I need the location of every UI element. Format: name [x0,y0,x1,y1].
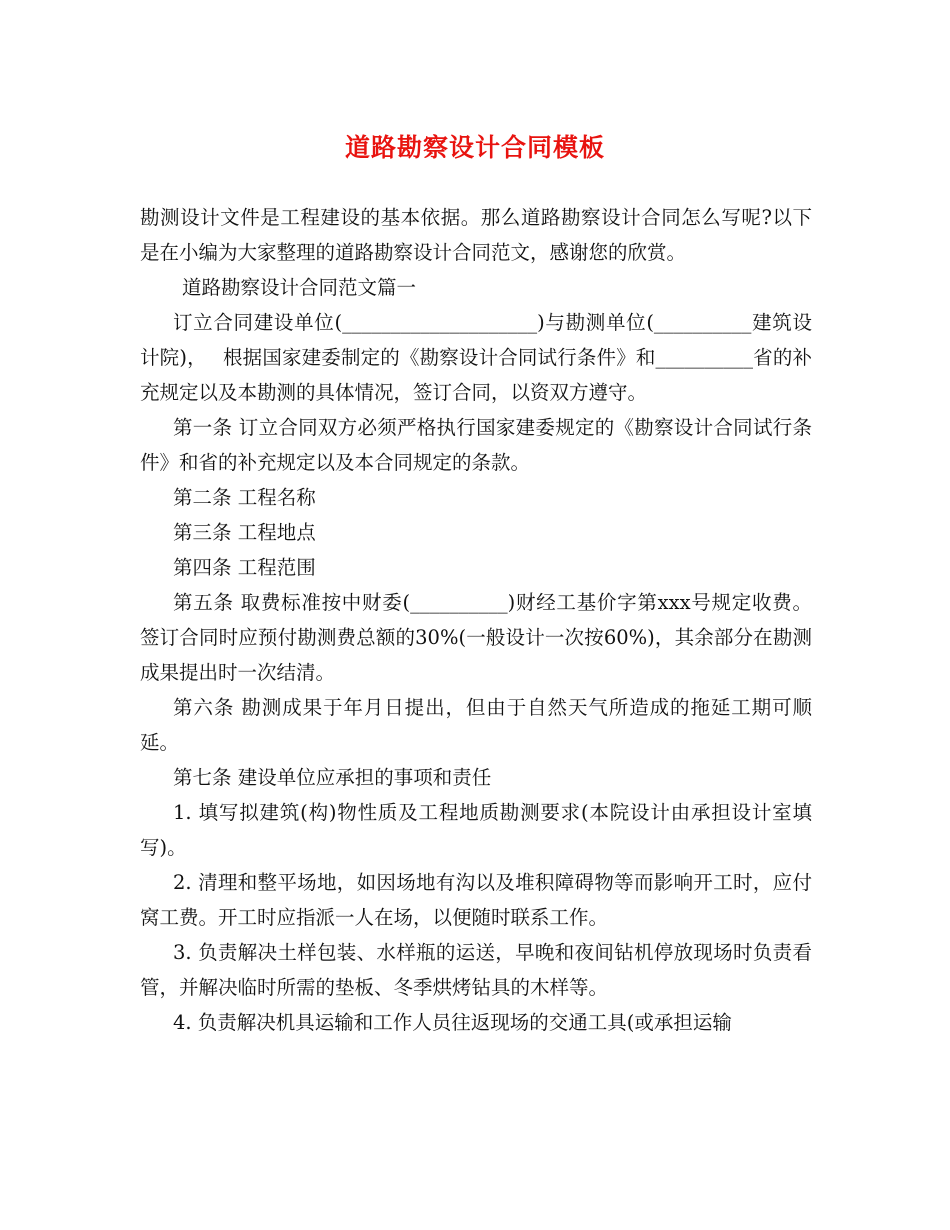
article-5: 第五条 取费标准按中财委(__________)财经工基价字第xxx号规定收费。签订合同时应预付勘测费总额的30%(一般设计一次按60%)，其余部分在勘测成果提出时一次结清。 [140,591,812,684]
article-7-item-4: 4. 负责解决机具运输和工作人员往返现场的交通工具(或承担运输 [173,1011,732,1034]
article-7-item-3: 3. 负责解决土样包装、水样瓶的运送，早晚和夜间钻机停放现场时负责看管，并解决临时所需的垫板、冬季烘烤钻具的木样等。 [140,941,812,999]
document-title: 道路勘察设计合同模板 [344,133,605,162]
article-1: 第一条 订立合同双方必须严格执行国家建委规定的《勘察设计合同试行条件》和省的补充规定以及本合同规定的条款。 [140,416,812,474]
article-7: 第七条 建设单位应承担的事项和责任 [173,766,492,789]
paragraph-parties: 订立合同建设单位(____________________)与勘测单位(__________建筑设计院)， 根据国家建委制定的《勘察设计合同试行条件》和__________省的补充规定以及本勘测的具体情况，签订合同，以资双方遵守。 [140,311,812,404]
article-4: 第四条 工程范围 [173,556,316,579]
document-body [140,200,812,1040]
article-7-item-1: 1. 填写拟建筑(构)物性质及工程地质勘测要求(本院设计由承担设计室填写)。 [140,801,812,859]
article-3: 第三条 工程地点 [173,521,316,544]
paragraph-intro: 勘测设计文件是工程建设的基本依据。那么道路勘察设计合同怎么写呢?以下是在小编为大家整理的道路勘察设计合同范文，感谢您的欣赏。 [140,206,812,264]
article-2: 第二条 工程名称 [173,486,316,509]
article-6: 第六条 勘测成果于年月日提出，但由于自然天气所造成的拖延工期可顺延。 [140,696,812,754]
section-heading: 道路勘察设计合同范文篇一 [182,276,417,299]
article-7-item-2: 2. 清理和整平场地，如因场地有沟以及堆积障碍物等而影响开工时，应付窝工费。开工时应指派一人在场，以便随时联系工作。 [140,871,812,929]
